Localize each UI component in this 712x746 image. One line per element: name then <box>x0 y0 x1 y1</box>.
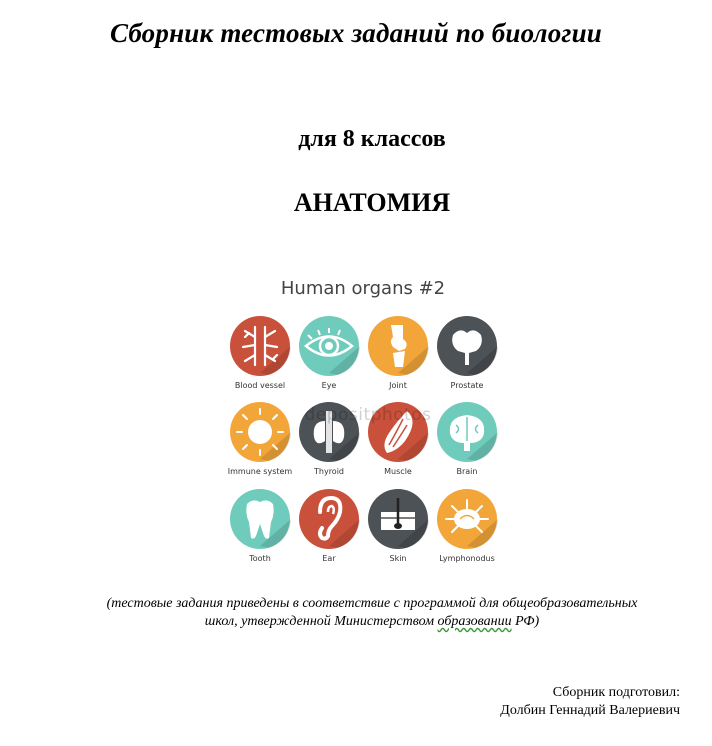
organ-label: Skin <box>389 554 407 563</box>
note-line-1: (тестовые задания приведены в соответствие с программой для общеобразовательных <box>106 596 638 611</box>
author-block <box>500 684 680 720</box>
organ-label: Brain <box>456 467 478 476</box>
organ-prostate <box>422 315 512 390</box>
note-line-2 <box>40 613 704 631</box>
organs-illustration <box>218 268 508 573</box>
organ-label: Muscle <box>384 467 412 476</box>
organ-label: Ear <box>322 554 336 563</box>
note-line-2-start: школ, утвержденной Министерством <box>204 614 438 629</box>
organ-label: Lymphonodus <box>439 554 495 563</box>
author-name: Долбин Геннадий Валериевич <box>500 703 680 718</box>
tooth-icon <box>229 488 291 550</box>
organ-label: Tooth <box>249 554 271 563</box>
prostate-icon <box>436 315 498 377</box>
organ-label: Thyroid <box>314 467 344 476</box>
illustration-title: Human organs #2 <box>280 278 446 299</box>
grade-heading: для 8 классов <box>298 126 446 152</box>
skin-icon <box>367 488 429 550</box>
organ-label: Eye <box>321 381 337 390</box>
organ-label: Blood vessel <box>234 381 286 390</box>
ear-icon <box>298 488 360 550</box>
document-title: Сборник тестовых заданий по биологии <box>109 18 603 48</box>
spellcheck-marked-word: образовании <box>437 614 512 629</box>
subject-heading: АНАТОМИЯ <box>293 188 451 217</box>
organ-label: Joint <box>389 381 407 390</box>
note-line-2-end: РФ) <box>511 614 540 629</box>
program-note <box>40 595 704 631</box>
organ-lymphonodus <box>422 488 512 563</box>
eye-icon <box>298 315 360 377</box>
organ-label: Prostate <box>450 381 484 390</box>
watermark: depositphotos <box>304 405 432 425</box>
lymphonodus-icon <box>436 488 498 550</box>
joint-icon <box>367 315 429 377</box>
organ-label: Immune system <box>227 467 293 476</box>
author-label: Сборник подготовил: <box>552 685 680 700</box>
blood-vessel-icon <box>229 315 291 377</box>
